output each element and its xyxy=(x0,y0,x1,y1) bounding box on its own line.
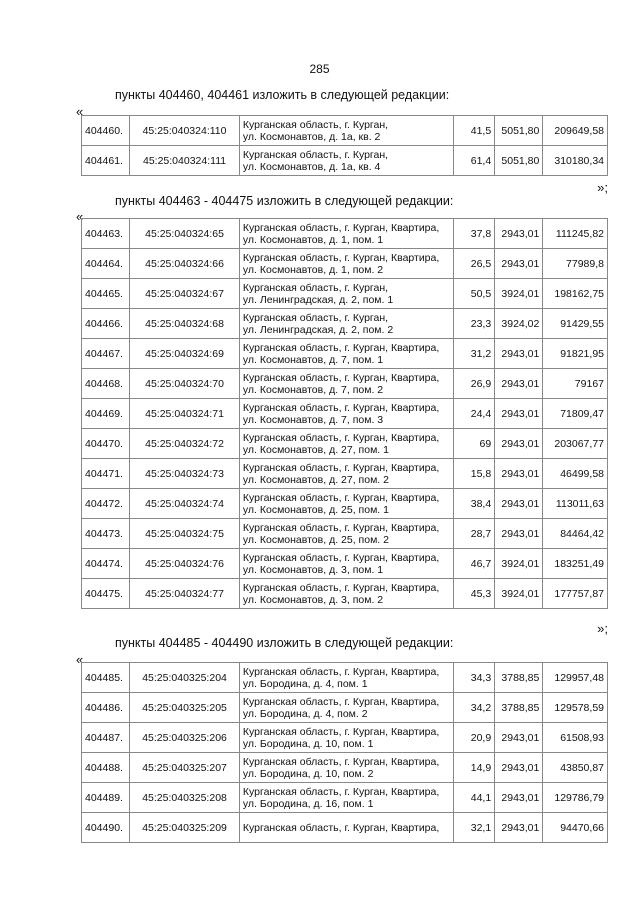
table-row xyxy=(82,219,608,249)
address-line-1: Курганская область, г. Курган, Квартира, xyxy=(242,251,440,264)
cadastral-number-cell: 45:25:040324:65 xyxy=(130,219,240,249)
cadastral-value-cell: 129957,48 xyxy=(543,663,608,693)
table-row xyxy=(82,663,608,693)
address-cell xyxy=(239,339,453,369)
address-line-2: ул. Космонавтов, д. 27, пом. 2 xyxy=(242,473,389,486)
specific-value-cell: 2943,01 xyxy=(495,813,543,843)
specific-value-cell: 3924,02 xyxy=(495,309,543,339)
address-cell xyxy=(239,146,453,176)
specific-value-cell: 2943,01 xyxy=(495,219,543,249)
cadastral-value-cell: 111245,82 xyxy=(543,219,608,249)
area-cell: 34,3 xyxy=(454,663,495,693)
cadastral-number-cell: 45:25:040324:77 xyxy=(130,579,240,609)
table-row xyxy=(82,309,608,339)
specific-value-cell: 2943,01 xyxy=(495,339,543,369)
table-row xyxy=(82,489,608,519)
cadastral-value-cell: 183251,49 xyxy=(543,549,608,579)
cadastral-value-cell: 43850,87 xyxy=(543,753,608,783)
area-cell: 23,3 xyxy=(454,309,495,339)
area-cell: 50,5 xyxy=(454,279,495,309)
address-cell xyxy=(239,753,453,783)
cadastral-number-cell: 45:25:040325:206 xyxy=(130,723,240,753)
address-line-2: ул. Космонавтов, д. 27, пом. 1 xyxy=(242,443,389,456)
area-cell: 32,1 xyxy=(454,813,495,843)
cadastral-value-cell: 203067,77 xyxy=(543,429,608,459)
cadastral-number-cell: 45:25:040324:76 xyxy=(130,549,240,579)
cadastral-value-cell: 310180,34 xyxy=(543,146,608,176)
table-row xyxy=(82,146,608,176)
area-cell: 61,4 xyxy=(454,146,495,176)
address-cell xyxy=(239,459,453,489)
area-cell: 24,4 xyxy=(454,399,495,429)
address-line-2: ул. Бородина, д. 10, пом. 1 xyxy=(242,737,374,750)
address-line-1: Курганская область, г. Курган, Квартира, xyxy=(242,461,440,474)
specific-value-cell: 2943,01 xyxy=(495,519,543,549)
area-cell: 15,8 xyxy=(454,459,495,489)
item-number-cell: 404473. xyxy=(82,519,130,549)
cadastral-number-cell: 45:25:040324:66 xyxy=(130,249,240,279)
cadastral-number-cell: 45:25:040325:205 xyxy=(130,693,240,723)
specific-value-cell: 3924,01 xyxy=(495,549,543,579)
section-intro: пункты 404460, 404461 изложить в следующей редакции: xyxy=(115,88,450,102)
address-line-1: Курганская область, г. Курган, Квартира, xyxy=(242,401,440,414)
specific-value-cell: 2943,01 xyxy=(495,249,543,279)
address-line-1: Курганская область, г. Курган, xyxy=(242,281,389,294)
address-line-1: Курганская область, г. Курган, Квартира, xyxy=(242,755,440,768)
area-cell: 26,9 xyxy=(454,369,495,399)
cadastral-value-cell: 79167 xyxy=(543,369,608,399)
table-row xyxy=(82,339,608,369)
area-cell: 44,1 xyxy=(454,783,495,813)
item-number-cell: 404468. xyxy=(82,369,130,399)
address-cell xyxy=(239,783,453,813)
table-row xyxy=(82,753,608,783)
cadastral-value-cell: 71809,47 xyxy=(543,399,608,429)
cadastral-number-cell: 45:25:040325:208 xyxy=(130,783,240,813)
cadastral-number-cell: 45:25:040324:68 xyxy=(130,309,240,339)
address-line-2: ул. Космонавтов, д. 1а, кв. 2 xyxy=(242,130,381,143)
cadastral-number-cell: 45:25:040324:75 xyxy=(130,519,240,549)
address-line-1: Курганская область, г. Курган, Квартира, xyxy=(242,821,440,834)
table-row xyxy=(82,783,608,813)
item-number-cell: 404490. xyxy=(82,813,130,843)
address-cell xyxy=(239,219,453,249)
address-line-2: ул. Бородина, д. 10, пом. 2 xyxy=(242,767,374,780)
table-row xyxy=(82,519,608,549)
specific-value-cell: 2943,01 xyxy=(495,753,543,783)
address-line-2: ул. Космонавтов, д. 1, пом. 2 xyxy=(242,263,384,276)
register-table xyxy=(81,115,608,176)
cadastral-value-cell: 77989,8 xyxy=(543,249,608,279)
address-cell xyxy=(239,813,453,843)
address-line-2: ул. Космонавтов, д. 25, пом. 2 xyxy=(242,533,389,546)
specific-value-cell: 2943,01 xyxy=(495,459,543,489)
specific-value-cell: 3924,01 xyxy=(495,579,543,609)
specific-value-cell: 5051,80 xyxy=(495,116,543,146)
address-cell xyxy=(239,519,453,549)
area-cell: 26,5 xyxy=(454,249,495,279)
page-number: 285 xyxy=(309,62,330,76)
area-cell: 14,9 xyxy=(454,753,495,783)
specific-value-cell: 2943,01 xyxy=(495,399,543,429)
address-line-2: ул. Космонавтов, д. 25, пом. 1 xyxy=(242,503,389,516)
item-number-cell: 404474. xyxy=(82,549,130,579)
item-number-cell: 404464. xyxy=(82,249,130,279)
address-line-1: Курганская область, г. Курган, Квартира, xyxy=(242,581,440,594)
table-row xyxy=(82,249,608,279)
area-cell: 20,9 xyxy=(454,723,495,753)
specific-value-cell: 3788,85 xyxy=(495,693,543,723)
item-number-cell: 404470. xyxy=(82,429,130,459)
address-line-2: ул. Космонавтов, д. 7, пом. 2 xyxy=(242,383,384,396)
area-cell: 31,2 xyxy=(454,339,495,369)
table-row xyxy=(82,116,608,146)
area-cell: 34,2 xyxy=(454,693,495,723)
item-number-cell: 404475. xyxy=(82,579,130,609)
table-row xyxy=(82,459,608,489)
address-line-1: Курганская область, г. Курган, xyxy=(242,148,389,161)
address-line-1: Курганская область, г. Курган, Квартира, xyxy=(242,551,440,564)
item-number-cell: 404489. xyxy=(82,783,130,813)
address-cell xyxy=(239,429,453,459)
address-line-2: ул. Космонавтов, д. 1а, кв. 4 xyxy=(242,160,381,173)
cadastral-value-cell: 209649,58 xyxy=(543,116,608,146)
open-quote: « xyxy=(76,652,84,667)
area-cell: 28,7 xyxy=(454,519,495,549)
close-quote: »; xyxy=(597,621,608,636)
address-line-1: Курганская область, г. Курган, Квартира, xyxy=(242,221,440,234)
address-line-1: Курганская область, г. Курган, Квартира, xyxy=(242,695,440,708)
cadastral-number-cell: 45:25:040324:73 xyxy=(130,459,240,489)
item-number-cell: 404471. xyxy=(82,459,130,489)
cadastral-number-cell: 45:25:040324:71 xyxy=(130,399,240,429)
table-row xyxy=(82,399,608,429)
open-quote: « xyxy=(76,209,84,224)
address-line-2: ул. Бородина, д. 4, пом. 2 xyxy=(242,707,368,720)
address-line-1: Курганская область, г. Курган, Квартира, xyxy=(242,521,440,534)
address-line-2: ул. Космонавтов, д. 1, пом. 1 xyxy=(242,233,384,246)
cadastral-number-cell: 45:25:040324:72 xyxy=(130,429,240,459)
cadastral-number-cell: 45:25:040325:204 xyxy=(130,663,240,693)
cadastral-value-cell: 94470,66 xyxy=(543,813,608,843)
address-cell xyxy=(239,723,453,753)
table-row xyxy=(82,429,608,459)
specific-value-cell: 2943,01 xyxy=(495,783,543,813)
cadastral-value-cell: 91821,95 xyxy=(543,339,608,369)
cadastral-value-cell: 84464,42 xyxy=(543,519,608,549)
register-table xyxy=(81,218,608,609)
address-line-2: ул. Ленинградская, д. 2, пом. 2 xyxy=(242,323,394,336)
cadastral-number-cell: 45:25:040324:69 xyxy=(130,339,240,369)
register-table xyxy=(81,662,608,843)
cadastral-number-cell: 45:25:040325:209 xyxy=(130,813,240,843)
address-line-2: ул. Космонавтов, д. 7, пом. 1 xyxy=(242,353,384,366)
open-quote: « xyxy=(76,104,84,119)
address-line-2: ул. Космонавтов, д. 3, пом. 2 xyxy=(242,593,384,606)
specific-value-cell: 3924,01 xyxy=(495,279,543,309)
address-cell xyxy=(239,369,453,399)
item-number-cell: 404467. xyxy=(82,339,130,369)
address-cell xyxy=(239,549,453,579)
item-number-cell: 404461. xyxy=(82,146,130,176)
cadastral-number-cell: 45:25:040325:207 xyxy=(130,753,240,783)
address-cell xyxy=(239,309,453,339)
area-cell: 69 xyxy=(454,429,495,459)
item-number-cell: 404466. xyxy=(82,309,130,339)
table-row xyxy=(82,723,608,753)
address-cell xyxy=(239,399,453,429)
specific-value-cell: 5051,80 xyxy=(495,146,543,176)
address-cell xyxy=(239,249,453,279)
specific-value-cell: 2943,01 xyxy=(495,489,543,519)
table-row xyxy=(82,813,608,843)
cadastral-number-cell: 45:25:040324:110 xyxy=(130,116,240,146)
item-number-cell: 404486. xyxy=(82,693,130,723)
address-line-2: ул. Ленинградская, д. 2, пом. 1 xyxy=(242,293,394,306)
address-line-2: ул. Космонавтов, д. 7, пом. 3 xyxy=(242,413,384,426)
address-cell xyxy=(239,279,453,309)
specific-value-cell: 2943,01 xyxy=(495,723,543,753)
address-cell xyxy=(239,579,453,609)
table-row xyxy=(82,549,608,579)
table-row xyxy=(82,693,608,723)
table-row xyxy=(82,579,608,609)
address-cell xyxy=(239,116,453,146)
address-line-2: ул. Бородина, д. 4, пом. 1 xyxy=(242,677,368,690)
cadastral-value-cell: 129578,59 xyxy=(543,693,608,723)
area-cell: 41,5 xyxy=(454,116,495,146)
item-number-cell: 404460. xyxy=(82,116,130,146)
cadastral-number-cell: 45:25:040324:67 xyxy=(130,279,240,309)
address-line-1: Курганская область, г. Курган, xyxy=(242,311,389,324)
cadastral-value-cell: 61508,93 xyxy=(543,723,608,753)
table-row xyxy=(82,279,608,309)
address-line-1: Курганская область, г. Курган, Квартира, xyxy=(242,665,440,678)
cadastral-number-cell: 45:25:040324:111 xyxy=(130,146,240,176)
specific-value-cell: 2943,01 xyxy=(495,429,543,459)
cadastral-value-cell: 198162,75 xyxy=(543,279,608,309)
address-line-1: Курганская область, г. Курган, Квартира, xyxy=(242,341,440,354)
item-number-cell: 404465. xyxy=(82,279,130,309)
address-line-1: Курганская область, г. Курган, Квартира, xyxy=(242,785,440,798)
cadastral-number-cell: 45:25:040324:70 xyxy=(130,369,240,399)
close-quote: »; xyxy=(597,180,608,195)
item-number-cell: 404472. xyxy=(82,489,130,519)
table-row xyxy=(82,369,608,399)
item-number-cell: 404488. xyxy=(82,753,130,783)
address-line-1: Курганская область, г. Курган, Квартира, xyxy=(242,431,440,444)
cadastral-number-cell: 45:25:040324:74 xyxy=(130,489,240,519)
area-cell: 45,3 xyxy=(454,579,495,609)
address-line-1: Курганская область, г. Курган, Квартира, xyxy=(242,725,440,738)
item-number-cell: 404463. xyxy=(82,219,130,249)
area-cell: 37,8 xyxy=(454,219,495,249)
section-intro: пункты 404485 - 404490 изложить в следующей редакции: xyxy=(115,636,454,650)
cadastral-value-cell: 113011,63 xyxy=(543,489,608,519)
cadastral-value-cell: 91429,55 xyxy=(543,309,608,339)
area-cell: 38,4 xyxy=(454,489,495,519)
address-line-2: ул. Космонавтов, д. 3, пом. 1 xyxy=(242,563,384,576)
item-number-cell: 404487. xyxy=(82,723,130,753)
area-cell: 46,7 xyxy=(454,549,495,579)
address-line-2: ул. Бородина, д. 16, пом. 1 xyxy=(242,797,374,810)
item-number-cell: 404485. xyxy=(82,663,130,693)
address-cell xyxy=(239,693,453,723)
specific-value-cell: 3788,85 xyxy=(495,663,543,693)
cadastral-value-cell: 129786,79 xyxy=(543,783,608,813)
address-line-1: Курганская область, г. Курган, Квартира, xyxy=(242,491,440,504)
cadastral-value-cell: 46499,58 xyxy=(543,459,608,489)
section-intro: пункты 404463 - 404475 изложить в следующей редакции: xyxy=(115,194,454,208)
specific-value-cell: 2943,01 xyxy=(495,369,543,399)
item-number-cell: 404469. xyxy=(82,399,130,429)
address-line-1: Курганская область, г. Курган, Квартира, xyxy=(242,371,440,384)
address-cell xyxy=(239,489,453,519)
address-line-1: Курганская область, г. Курган, xyxy=(242,118,389,131)
cadastral-value-cell: 177757,87 xyxy=(543,579,608,609)
address-cell xyxy=(239,663,453,693)
